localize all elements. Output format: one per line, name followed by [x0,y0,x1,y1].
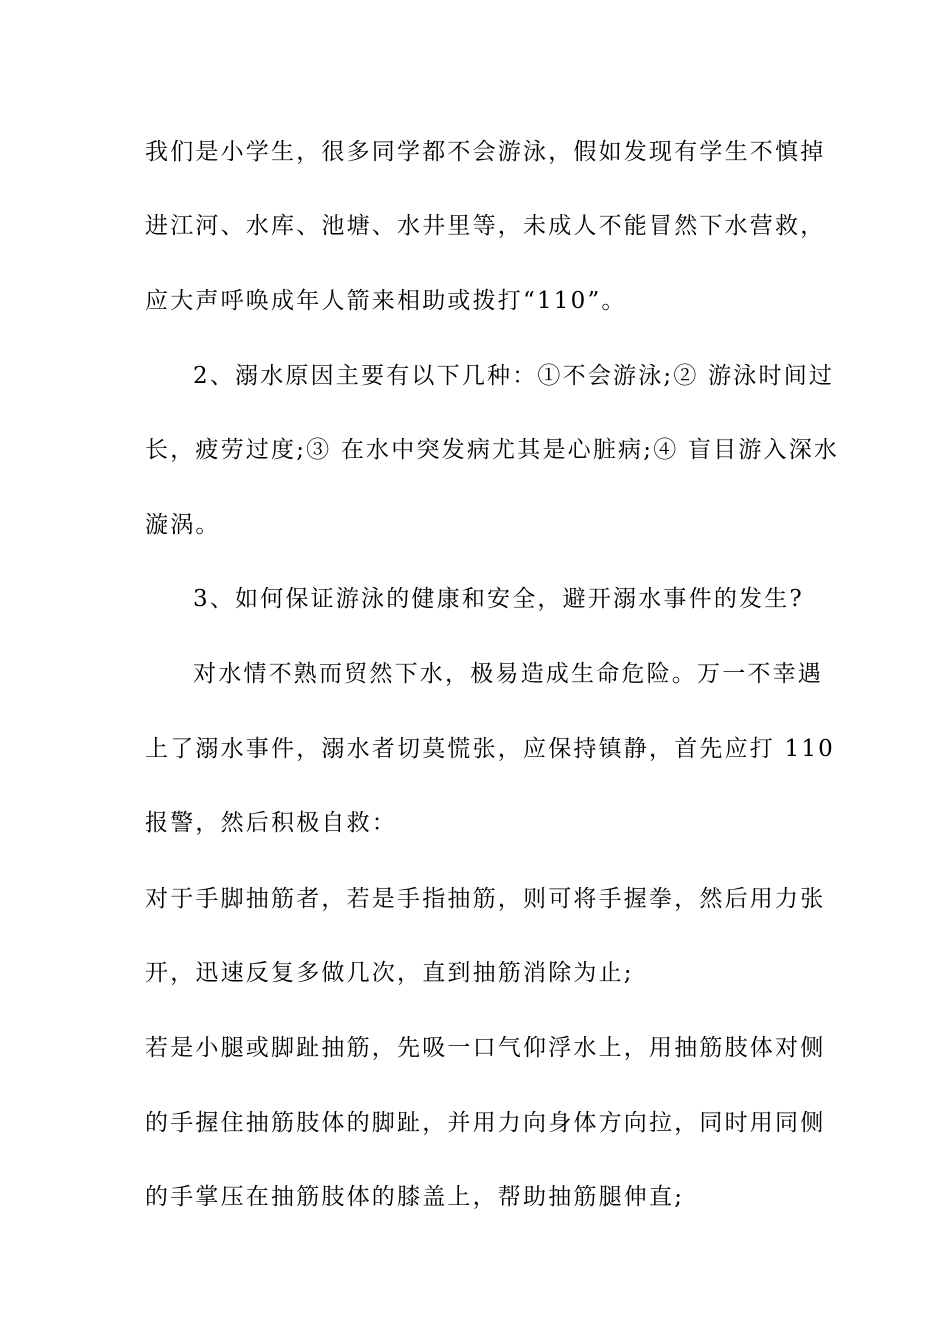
text-line-1: 我们是小学生，很多同学都不会游泳，假如发现有学生不慎掉 [145,139,826,165]
text-line-13: 若是小腿或脚趾抽筋，先吸一口气仰浮水上，用抽筋肢体对侧 [145,1035,826,1061]
text-line-9: 上了溺水事件，溺水者切莫慌张，应保持镇静，首先应打 110 [145,736,836,762]
text-line-11: 对于手脚抽筋者，若是手指抽筋，则可将手握拳，然后用力张 [145,886,826,912]
text-line-7: 3、如何保证游泳的健康和安全，避开溺水事件的发生? [193,586,804,612]
text-line-3: 应大声呼唤成年人箭来相助或拨打“110”。 [145,288,627,314]
text-line-4: 2、溺水原因主要有以下几种：①不会游泳;② 游泳时间过 [193,363,835,389]
text-line-15: 的手掌压在抽筋肢体的膝盖上，帮助抽筋腿伸直; [145,1184,685,1210]
text-line-5: 长，疲劳过度;③ 在水中突发病尤其是心脏病;④ 盲目游入深水 [145,437,840,463]
text-line-12: 开，迅速反复多做几次，直到抽筋消除为止; [145,960,634,986]
text-line-10: 报警，然后积极自救： [145,810,397,836]
text-line-2: 进江河、水库、池塘、水井里等，未成人不能冒然下水营救， [145,213,826,239]
text-line-6: 漩涡。 [145,512,221,538]
text-line-8: 对水情不熟而贸然下水，极易造成生命危险。万一不幸遇 [193,661,823,687]
text-line-14: 的手握住抽筋肢体的脚趾，并用力向身体方向拉，同时用同侧 [145,1110,826,1136]
